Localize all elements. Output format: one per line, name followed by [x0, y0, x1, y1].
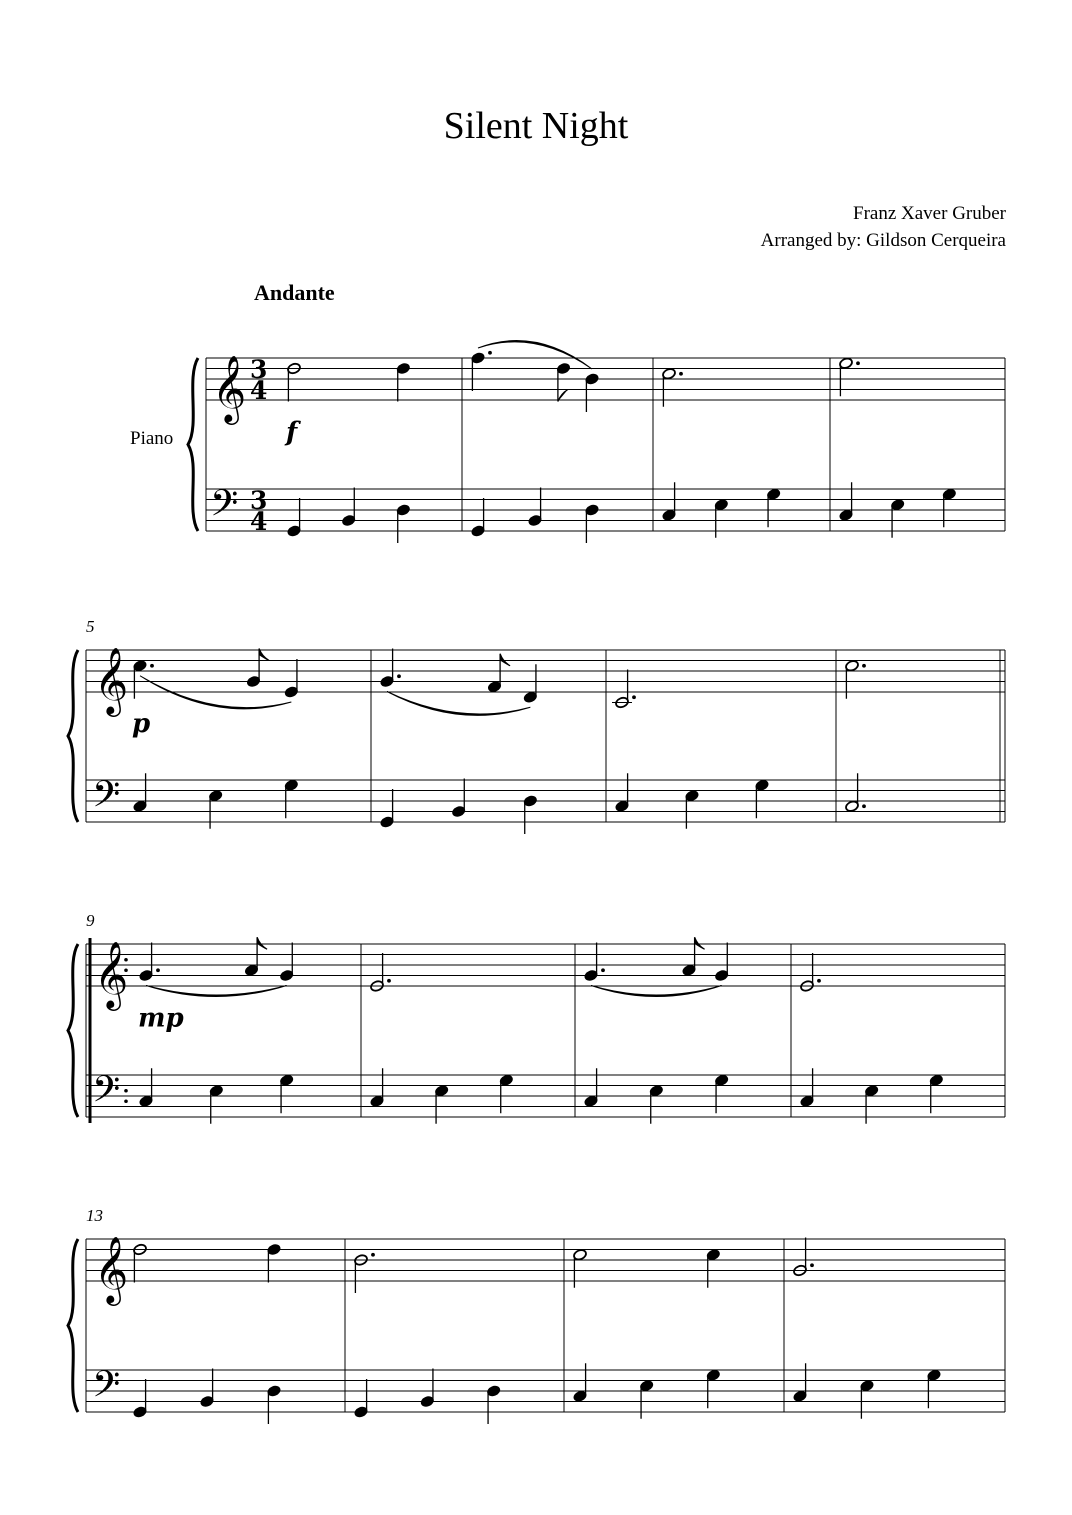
measure-7	[612, 670, 769, 829]
note-dot	[397, 674, 401, 678]
treble-clef: 𝄞	[94, 940, 129, 1008]
note-dot	[156, 968, 160, 972]
bass-clef: 𝄢	[210, 482, 239, 534]
time-signature-top: 3	[250, 355, 268, 384]
bass-staff	[86, 1075, 1005, 1117]
measure-4	[839, 357, 957, 538]
note-dot	[150, 664, 154, 668]
note-flag	[257, 937, 267, 949]
note-dot	[601, 968, 605, 972]
measure-number: 13	[86, 1206, 103, 1225]
note-dot	[862, 804, 866, 808]
tempo-marking: Andante	[254, 280, 335, 305]
time-signature-bottom: 4	[250, 376, 268, 405]
brace	[188, 358, 198, 531]
brace	[68, 944, 78, 1117]
treble-staff	[86, 650, 1005, 692]
note-dot	[387, 979, 391, 983]
note-dot	[679, 372, 683, 376]
instrument-name: Piano	[130, 428, 174, 449]
composer-name: Franz Xaver Gruber	[853, 203, 1006, 224]
note-dot	[488, 351, 492, 355]
note-dot	[632, 695, 636, 699]
score-title: Silent Night	[443, 105, 629, 147]
note-dot	[862, 664, 866, 668]
brace	[68, 1239, 78, 1412]
repeat-dot	[124, 1099, 128, 1103]
measure-6	[380, 649, 538, 835]
slur	[591, 986, 722, 997]
slur	[387, 692, 530, 716]
time-signature-top: 3	[250, 486, 268, 515]
measure-3	[662, 367, 781, 537]
measure-8	[845, 659, 866, 812]
measure-number: 9	[86, 911, 95, 930]
note-dot	[371, 1253, 375, 1257]
note-dot	[810, 1263, 814, 1267]
measure-12	[800, 953, 944, 1124]
bass-clef: 𝄢	[92, 773, 121, 825]
system-3	[68, 911, 1005, 1124]
measure-14	[354, 1253, 501, 1424]
treble-staff	[86, 1239, 1005, 1281]
treble-staff	[86, 944, 1005, 986]
note-flag	[500, 654, 510, 666]
brace	[68, 650, 78, 822]
slur	[478, 341, 592, 369]
bass-clef: 𝄢	[92, 1363, 121, 1415]
note-dot	[856, 361, 860, 365]
dynamic-marking: p	[132, 709, 151, 739]
system-1	[188, 341, 1005, 543]
measure-15	[573, 1248, 721, 1418]
dynamic-marking: f	[286, 417, 298, 448]
bass-staff	[206, 489, 1005, 531]
measure-16	[793, 1238, 942, 1419]
bass-clef: 𝄢	[92, 1068, 121, 1120]
dynamic-marking: mp	[138, 1003, 184, 1034]
treble-clef: 𝄞	[212, 354, 247, 422]
measure-number: 5	[86, 617, 95, 636]
note-dot	[817, 979, 821, 983]
slur	[146, 986, 287, 997]
measure-2	[471, 341, 600, 543]
measure-5	[133, 649, 299, 829]
arranger-name: Arranged by: Gildson Cerqueira	[760, 230, 1006, 251]
repeat-dot	[124, 1089, 128, 1093]
note-flag	[695, 937, 705, 949]
bass-staff	[86, 780, 1005, 822]
treble-clef: 𝄞	[94, 1235, 129, 1303]
bass-staff	[86, 1370, 1005, 1412]
treble-staff	[206, 358, 1005, 400]
measure-10	[370, 953, 514, 1124]
treble-clef: 𝄞	[94, 646, 129, 714]
time-signature-bottom: 4	[250, 507, 268, 536]
